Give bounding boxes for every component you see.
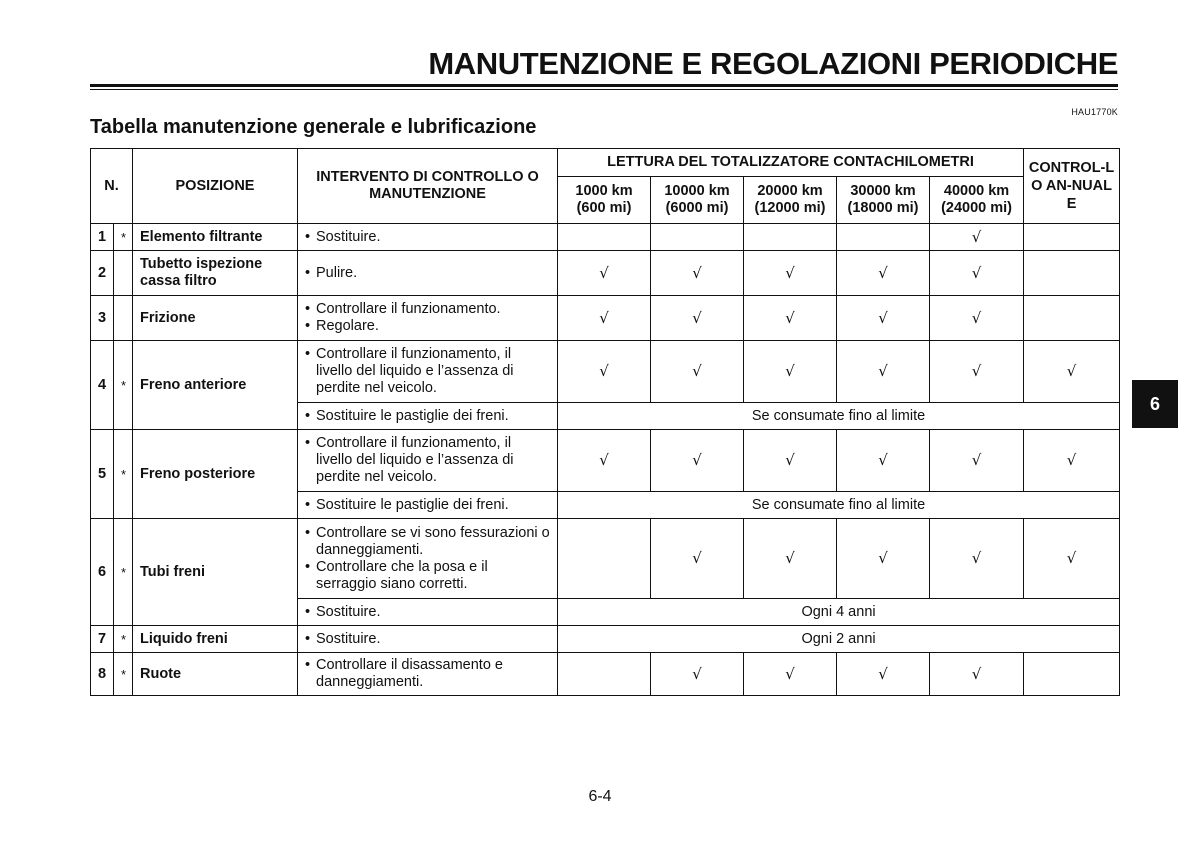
check-mark: √ — [744, 341, 837, 403]
check-mark: √ — [651, 341, 744, 403]
item-position: Tubetto ispezione cassa filtro — [133, 251, 298, 296]
interval-mi: (600 mi) — [576, 200, 632, 216]
task-cell — [298, 599, 558, 626]
chapter-tab: 6 — [1132, 380, 1178, 428]
empty-cell — [837, 224, 930, 251]
interval-note: Ogni 2 anni — [558, 626, 1120, 653]
task-line: • Controllare se vi sono fessurazioni o danneggiamenti. — [305, 525, 550, 559]
interval-mi: (6000 mi) — [665, 200, 729, 216]
check-mark: √ — [651, 296, 744, 341]
empty-cell — [1024, 224, 1120, 251]
task-cell — [298, 224, 558, 251]
check-mark: √ — [558, 296, 651, 341]
task-cell — [298, 430, 558, 492]
check-mark: √ — [651, 251, 744, 296]
task-line: • Sostituire. — [305, 229, 550, 246]
section-title: Tabella manutenzione generale e lubrificazione — [90, 116, 537, 138]
check-mark: √ — [1024, 519, 1120, 599]
empty-cell — [1024, 296, 1120, 341]
header-task: INTERVENTO DI CONTROLLO O MANUTENZIONE — [298, 149, 558, 224]
task-cell — [298, 492, 558, 519]
table-row — [91, 653, 1120, 696]
check-mark: √ — [930, 296, 1024, 341]
task-line: • Sostituire. — [305, 631, 550, 648]
check-mark: √ — [558, 251, 651, 296]
interval-km: 20000 km — [757, 183, 823, 199]
empty-cell — [558, 653, 651, 696]
row-number: 5 — [91, 430, 114, 519]
table-row — [91, 251, 1120, 296]
check-mark: √ — [651, 519, 744, 599]
empty-cell — [1024, 653, 1120, 696]
task-line: • Controllare il funzionamento, il livello del liquido e l’assenza di perdite nel veicolo. — [305, 346, 550, 397]
task-cell — [298, 296, 558, 341]
interval-note: Ogni 4 anni — [558, 599, 1120, 626]
task-cell — [298, 251, 558, 296]
dealer-service-mark — [114, 251, 133, 296]
interval-km: 10000 km — [664, 183, 730, 199]
task-cell — [298, 653, 558, 696]
task-line: • Pulire. — [305, 265, 550, 282]
check-mark: √ — [930, 653, 1024, 696]
item-position: Ruote — [133, 653, 298, 696]
interval-mi: (12000 mi) — [754, 200, 826, 216]
header-interval — [930, 177, 1024, 224]
header-interval — [651, 177, 744, 224]
empty-cell — [558, 519, 651, 599]
header-position: POSIZIONE — [133, 149, 298, 224]
table-row — [91, 430, 1120, 492]
empty-cell — [651, 224, 744, 251]
dealer-service-mark: * — [114, 224, 133, 251]
check-mark: √ — [837, 251, 930, 296]
title-divider — [90, 84, 1118, 90]
check-mark: √ — [744, 251, 837, 296]
item-position: Tubi freni — [133, 519, 298, 626]
page-title: MANUTENZIONE E REGOLAZIONI PERIODICHE — [428, 46, 1118, 81]
interval-note: Se consumate fino al limite — [558, 403, 1120, 430]
table-row — [91, 224, 1120, 251]
task-cell — [298, 403, 558, 430]
item-position: Freno anteriore — [133, 341, 298, 430]
interval-mi: (24000 mi) — [941, 200, 1012, 216]
interval-km: 1000 km — [575, 183, 633, 199]
check-mark: √ — [837, 430, 930, 492]
check-mark: √ — [930, 519, 1024, 599]
task-line: • Controllare il funzionamento, il livello del liquido e l’assenza di perdite nel veicolo. — [305, 435, 550, 486]
empty-cell — [744, 224, 837, 251]
row-number: 3 — [91, 296, 114, 341]
check-mark: √ — [744, 296, 837, 341]
task-cell — [298, 626, 558, 653]
header-number: N. — [91, 149, 133, 224]
check-mark: √ — [930, 341, 1024, 403]
table-row — [91, 296, 1120, 341]
check-mark: √ — [744, 430, 837, 492]
header-odometer: LETTURA DEL TOTALIZZATORE CONTACHILOMETRI — [558, 149, 1024, 177]
header-interval — [837, 177, 930, 224]
check-mark: √ — [1024, 341, 1120, 403]
dealer-service-mark: * — [114, 653, 133, 696]
interval-mi: (18000 mi) — [847, 200, 919, 216]
interval-km: 40000 km — [943, 183, 1010, 199]
check-mark: √ — [837, 519, 930, 599]
row-number: 4 — [91, 341, 114, 430]
dealer-service-mark: * — [114, 430, 133, 519]
task-cell — [298, 341, 558, 403]
row-number: 2 — [91, 251, 114, 296]
document-code: HAU1770K — [1071, 107, 1118, 117]
task-cell — [298, 519, 558, 599]
task-line: • Controllare il funzionamento. — [305, 301, 550, 318]
task-line: • Regolare. — [305, 318, 550, 335]
check-mark: √ — [558, 341, 651, 403]
page-number: 6-4 — [588, 788, 612, 805]
dealer-service-mark: * — [114, 341, 133, 430]
check-mark: √ — [651, 653, 744, 696]
header-interval — [744, 177, 837, 224]
table-row — [91, 626, 1120, 653]
empty-cell — [558, 224, 651, 251]
row-number: 7 — [91, 626, 114, 653]
header-interval — [558, 177, 651, 224]
task-line: • Sostituire le pastiglie dei freni. — [305, 497, 550, 514]
item-position: Freno posteriore — [133, 430, 298, 519]
check-mark: √ — [837, 653, 930, 696]
check-mark: √ — [558, 430, 651, 492]
row-number: 6 — [91, 519, 114, 626]
check-mark: √ — [837, 296, 930, 341]
check-mark: √ — [744, 653, 837, 696]
item-position: Liquido freni — [133, 626, 298, 653]
interval-km: 30000 km — [850, 183, 916, 199]
item-position: Elemento filtrante — [133, 224, 298, 251]
interval-note: Se consumate fino al limite — [558, 492, 1120, 519]
task-line: • Controllare il disassamento e danneggiamenti. — [305, 657, 550, 691]
check-mark: √ — [837, 341, 930, 403]
header-annual-check: CONTROL-LO AN-NUALE — [1024, 149, 1120, 224]
row-number: 1 — [91, 224, 114, 251]
maintenance-table — [90, 148, 1120, 696]
check-mark: √ — [930, 251, 1024, 296]
task-line: • Sostituire. — [305, 604, 550, 621]
dealer-service-mark — [114, 296, 133, 341]
check-mark: √ — [930, 430, 1024, 492]
task-line: • Sostituire le pastiglie dei freni. — [305, 408, 550, 425]
row-number: 8 — [91, 653, 114, 696]
check-mark: √ — [1024, 430, 1120, 492]
task-line: • Controllare che la posa e il serraggio siano corretti. — [305, 559, 550, 593]
table-row — [91, 519, 1120, 599]
table-row — [91, 341, 1120, 403]
item-position: Frizione — [133, 296, 298, 341]
check-mark: √ — [930, 224, 1024, 251]
dealer-service-mark: * — [114, 626, 133, 653]
table-body — [91, 224, 1120, 696]
empty-cell — [1024, 251, 1120, 296]
check-mark: √ — [651, 430, 744, 492]
dealer-service-mark: * — [114, 519, 133, 626]
check-mark: √ — [744, 519, 837, 599]
